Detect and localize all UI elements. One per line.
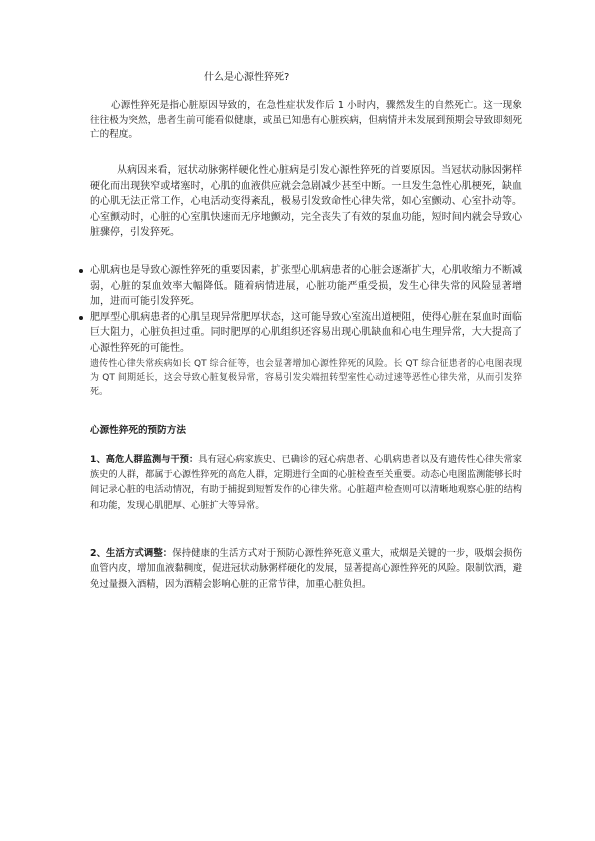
bullet-text: 肥厚型心肌病患者的心肌呈现异常肥厚状态，这可能导致心室流出道梗阻，使得心脏在泵血时面临巨大阻力，心脏负担过重。同时肥厚的心肌组织还容易出现心肌缺血和心电生理异常，大大提高了心源性猝死的可能性。 — [90, 311, 522, 354]
prevention-item-monitoring — [90, 452, 522, 513]
item-text: 具有冠心病家族史、已确诊的冠心病患者、心肌病患者以及有遗传性心律失常家族史的人群，都属于心源性猝死的高危人群，定期进行全面的心脏检查至关重要。动态心电图监测能够长时间记录心脏的电活动情况，有助于捕捉到短暂发作的心律失常。心脏超声检查则可以清晰地观察心脏的结构和功能，发现心肌肥厚、心脏扩大等异常。 — [90, 454, 522, 511]
paragraph-hereditary: 遗传性心律失常疾病如长 QT 综合征等，也会显著增加心源性猝死的风险。长 QT 综合征患者的心电图表现为 QT 间期延长，这会导致心脏复极异常，容易引发尖端扭转型室性心动过速等恶性心律失常，从而引发猝死。 — [90, 359, 522, 398]
item-lead: 2、生活方式调整： — [90, 548, 173, 559]
bullet-text: 心肌病也是导致心源性猝死的重要因素，扩张型心肌病患者的心脏会逐渐扩大，心肌收缩力不断减弱，心脏的泵血效率大幅降低。随着病情进展，心脏功能严重受损，发生心律失常的风险显著增加，进而可能引发猝死。 — [90, 265, 522, 307]
bullet-icon — [79, 269, 83, 273]
prevention-item-lifestyle — [90, 546, 522, 592]
list-item — [90, 310, 522, 357]
cause-bullet-list — [90, 263, 522, 356]
document-title: 什么是心源性猝死? — [204, 72, 290, 83]
item-lead: 1、高危人群监测与干预： — [90, 454, 199, 465]
section-heading-prevention: 心源性猝死的预防方法 — [90, 425, 186, 436]
bullet-icon — [79, 316, 83, 320]
item-text: 保持健康的生活方式对于预防心源性猝死意义重大，戒烟是关键的一步，吸烟会损伤血管内皮，增加血液黏稠度，促进冠状动脉粥样硬化的发展，显著提高心源性猝死的风险。限制饮酒，避免过量摄入酒精，因为酒精会影响心脏的正常节律，加重心脏负担。 — [90, 548, 522, 590]
list-item — [90, 263, 522, 310]
paragraph-definition: 心源性猝死是指心脏原因导致的，在急性症状发作后 1 小时内，骤然发生的自然死亡。这一现象往往极为突然，患者生前可能看似健康，或虽已知患有心脏疾病，但病情并未发展到预期会导致即刻死亡的程度。 — [90, 100, 522, 140]
paragraph-causes: 从病因来看，冠状动脉粥样硬化性心脏病是引发心源性猝死的首要原因。当冠状动脉因粥样硬化而出现狭窄或堵塞时，心肌的血液供应就会急剧减少甚至中断。一旦发生急性心肌梗死，缺血的心肌无法正常工作，心电活动变得紊乱，极易引发致命性心律失常，如心室颤动、心室扑动等。心室颤动时，心脏的心室肌快速而无序地颤动，完全丧失了有效的泵血功能，短时间内就会导致心脏骤停，引发猝死。 — [90, 165, 522, 238]
